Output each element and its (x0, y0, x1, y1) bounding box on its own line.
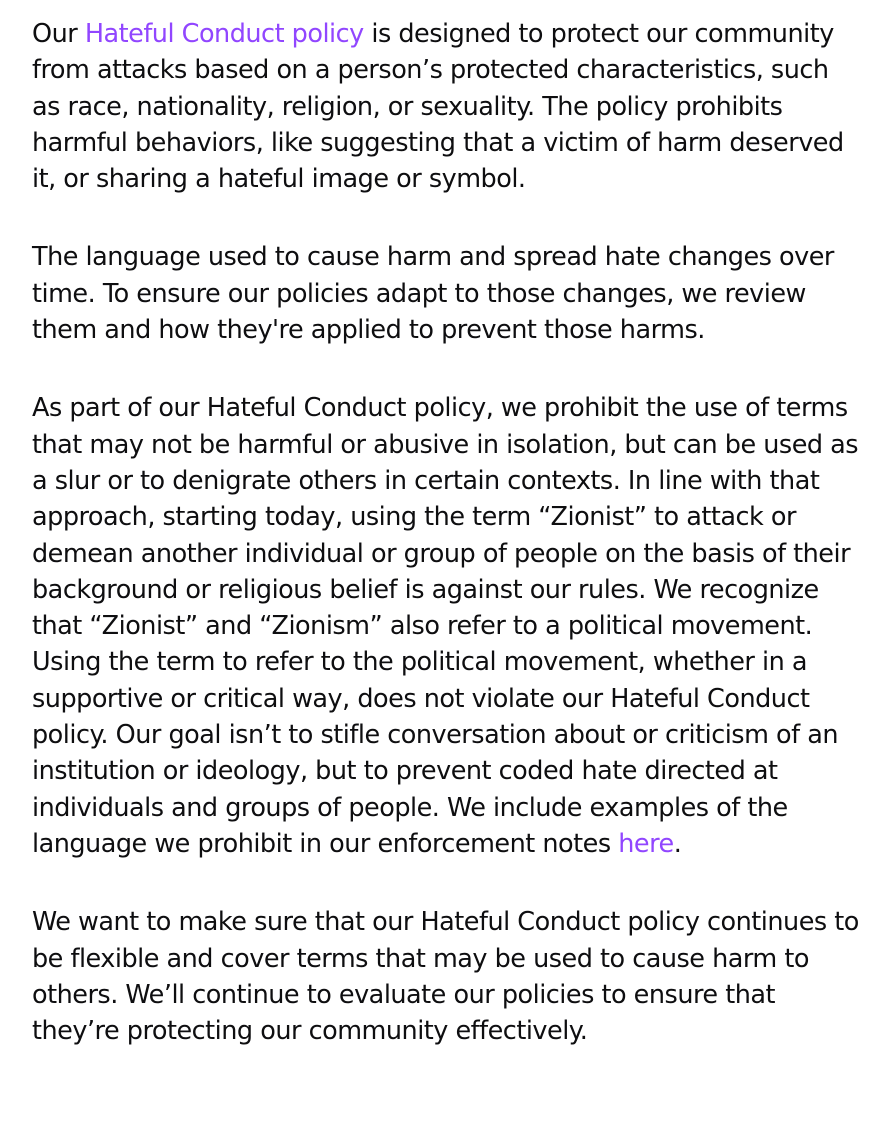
paragraph-zionist-term (32, 390, 862, 862)
paragraph-text: As part of our Hateful Conduct policy, we prohibit the use of terms that may not be harmful or abusive in isolation, but can be used as a slur or to denigrate others in certain contexts. In line with that approach, starting today, using the term “Zionist” to attack or demean another individual or group of people on the basis of their background or religious belief is against our rules. We recognize that “Zionist” and “Zionism” also refer to a political movement. Using the term to refer to the political movement, whether in a supportive or critical way, does not violate our Hateful Conduct policy. Our goal isn’t to stifle conversation about or criticism of an institution or ideology, but to prevent coded hate directed at individuals and groups of people. We include examples of the language we prohibit in our enforcement notes (32, 393, 859, 859)
paragraph-language-changes: The language used to cause harm and spread hate changes over time. To ensure our policies adapt to those changes, we review them and how they're applied to prevent those harms. (32, 242, 834, 346)
article-body (32, 16, 862, 1091)
paragraph-text: Our (32, 19, 85, 49)
paragraph-text: . (673, 828, 682, 859)
enforcement-notes-link[interactable]: here (618, 828, 674, 859)
paragraph-policy-intro (32, 16, 862, 197)
paragraph-text: is designed to protect our community from attacks based on a person’s protected characteristics, such as race, nationality, religion, or sexuality. The policy prohibits harmful behaviors, like suggesting that a victim of harm deserved it, or sharing a hateful image or symbol. (32, 19, 844, 195)
hateful-conduct-policy-link[interactable]: Hateful Conduct policy (84, 19, 364, 49)
paragraph-continued-evaluation: We want to make sure that our Hateful Conduct policy continues to be flexible and cover terms that may be used to cause harm to others. We’ll continue to evaluate our policies to ensure that they’re protecting our community effectively. (32, 907, 859, 1047)
